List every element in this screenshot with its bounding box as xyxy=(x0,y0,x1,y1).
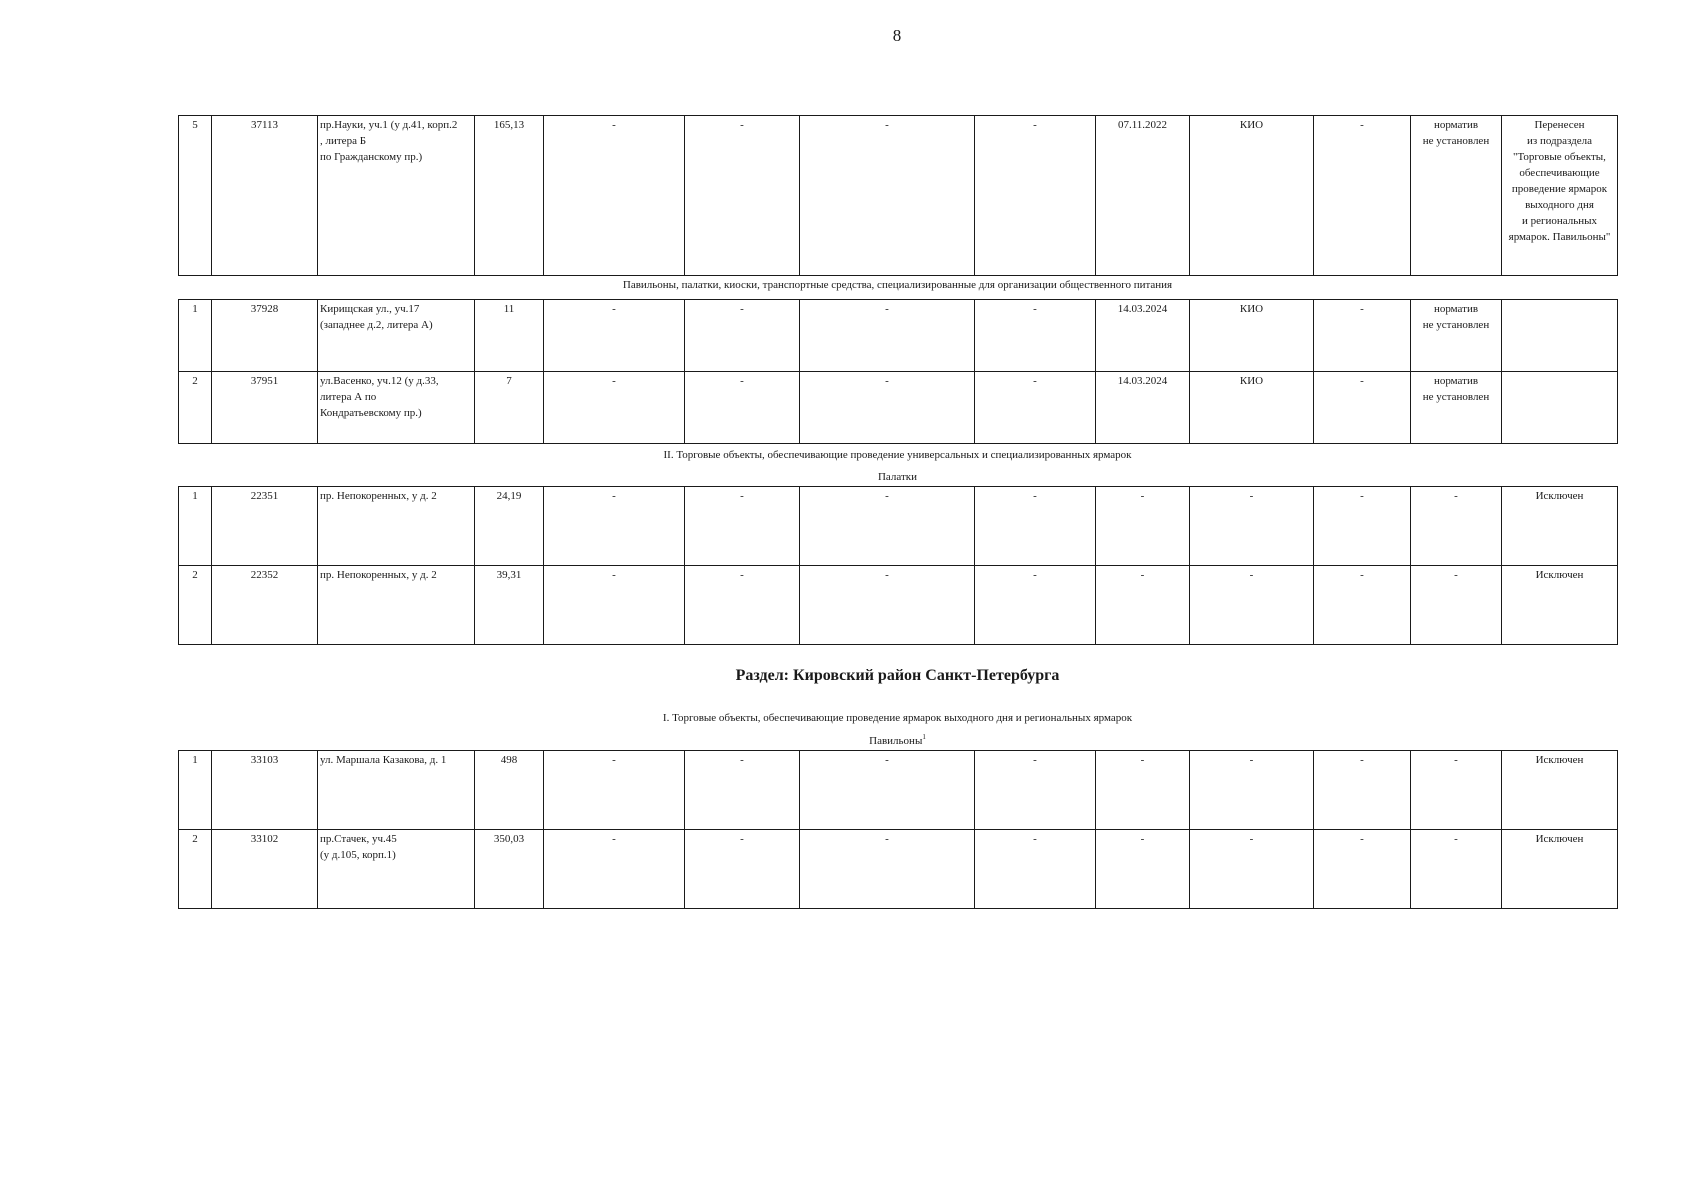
cell-id: 37928 xyxy=(212,300,318,372)
table-row xyxy=(179,300,1618,372)
cell-col5: - xyxy=(544,300,685,372)
cell-col8: - xyxy=(975,300,1096,372)
cell-area: 165,13 xyxy=(475,116,544,276)
pavilions-label: Павильоны xyxy=(869,735,923,747)
cell-note xyxy=(1502,372,1618,444)
cell-authority: КИО xyxy=(1190,372,1314,444)
cell-col5: - xyxy=(544,751,685,830)
cell-col5: - xyxy=(544,566,685,645)
cell-date: - xyxy=(1096,830,1190,909)
cell-col6: - xyxy=(685,751,800,830)
cell-col11: - xyxy=(1314,751,1411,830)
cell-authority: - xyxy=(1190,751,1314,830)
cell-col11: - xyxy=(1314,372,1411,444)
footnote-marker: 1 xyxy=(922,733,926,741)
table-row xyxy=(179,751,1618,830)
cell-col7: - xyxy=(800,372,975,444)
cell-authority: - xyxy=(1190,566,1314,645)
cell-col11: - xyxy=(1314,116,1411,276)
cell-index: 2 xyxy=(179,830,212,909)
cell-address: пр.Стачек, уч.45 (у д.105, корп.1) xyxy=(318,830,475,909)
cell-date: 07.11.2022 xyxy=(1096,116,1190,276)
cell-id: 22351 xyxy=(212,487,318,566)
cell-index: 1 xyxy=(179,751,212,830)
table-row xyxy=(179,566,1618,645)
cell-authority: КИО xyxy=(1190,300,1314,372)
cell-note: Исключен xyxy=(1502,566,1618,645)
cell-col6: - xyxy=(685,300,800,372)
cell-col6: - xyxy=(685,372,800,444)
cell-index: 5 xyxy=(179,116,212,276)
cell-col5: - xyxy=(544,372,685,444)
cell-index: 2 xyxy=(179,566,212,645)
cell-authority: КИО xyxy=(1190,116,1314,276)
cell-col6: - xyxy=(685,116,800,276)
cell-id: 33102 xyxy=(212,830,318,909)
cell-col7: - xyxy=(800,300,975,372)
cell-col7: - xyxy=(800,830,975,909)
cell-note: Исключен xyxy=(1502,751,1618,830)
cell-col7: - xyxy=(800,751,975,830)
cell-col6: - xyxy=(685,487,800,566)
table-row xyxy=(179,116,1618,276)
cell-col5: - xyxy=(544,487,685,566)
cell-note xyxy=(1502,300,1618,372)
cell-area: 498 xyxy=(475,751,544,830)
cell-standard: - xyxy=(1411,566,1502,645)
cell-area: 350,03 xyxy=(475,830,544,909)
cell-area: 7 xyxy=(475,372,544,444)
cell-area: 11 xyxy=(475,300,544,372)
cell-note: Исключен xyxy=(1502,830,1618,909)
cell-col8: - xyxy=(975,830,1096,909)
cell-date: - xyxy=(1096,566,1190,645)
cell-col8: - xyxy=(975,487,1096,566)
cell-col6: - xyxy=(685,566,800,645)
cell-standard: норматив не установлен xyxy=(1411,300,1502,372)
cell-note: Исключен xyxy=(1502,487,1618,566)
cell-col8: - xyxy=(975,751,1096,830)
cell-id: 22352 xyxy=(212,566,318,645)
cell-address: ул.Васенко, уч.12 (у д.33, литера А по Кондратьевскому пр.) xyxy=(318,372,475,444)
cell-area: 24,19 xyxy=(475,487,544,566)
cell-index: 1 xyxy=(179,300,212,372)
cell-date: - xyxy=(1096,487,1190,566)
cell-note: Перенесен из подраздела "Торговые объекты, обеспечивающие проведение ярмарок выходного дня и региональных ярмарок. Павильоны" xyxy=(1502,116,1618,276)
cell-col11: - xyxy=(1314,830,1411,909)
cell-id: 37113 xyxy=(212,116,318,276)
cell-index: 1 xyxy=(179,487,212,566)
table-row xyxy=(179,487,1618,566)
register-table-3 xyxy=(178,486,1618,645)
cell-col5: - xyxy=(544,116,685,276)
subsection-caption-catering: Павильоны, палатки, киоски, транспортные средства, специализированные для организации общественного питания xyxy=(622,279,1173,291)
cell-authority: - xyxy=(1190,830,1314,909)
cell-address: пр. Непокоренных, у д. 2 xyxy=(318,566,475,645)
cell-col7: - xyxy=(800,566,975,645)
subsection-caption-fairs: II. Торговые объекты, обеспечивающие проведение универсальных и специализированных ярмарок xyxy=(663,449,1132,461)
page-number: 8 xyxy=(892,26,902,45)
cell-col7: - xyxy=(800,487,975,566)
cell-col11: - xyxy=(1314,300,1411,372)
cell-standard: - xyxy=(1411,751,1502,830)
cell-col11: - xyxy=(1314,487,1411,566)
cell-col8: - xyxy=(975,372,1096,444)
table-row xyxy=(179,830,1618,909)
cell-col6: - xyxy=(685,830,800,909)
table-row xyxy=(179,372,1618,444)
cell-col8: - xyxy=(975,116,1096,276)
cell-index: 2 xyxy=(179,372,212,444)
cell-standard: - xyxy=(1411,487,1502,566)
cell-address: пр.Науки, уч.1 (у д.41, корп.2 , литера Б по Гражданскому пр.) xyxy=(318,116,475,276)
register-table-4 xyxy=(178,750,1618,909)
cell-authority: - xyxy=(1190,487,1314,566)
cell-area: 39,31 xyxy=(475,566,544,645)
cell-id: 33103 xyxy=(212,751,318,830)
cell-standard: норматив не установлен xyxy=(1411,372,1502,444)
cell-col5: - xyxy=(544,830,685,909)
register-table-1 xyxy=(178,115,1618,276)
cell-col8: - xyxy=(975,566,1096,645)
cell-id: 37951 xyxy=(212,372,318,444)
subsection-caption-weekend-fairs: I. Торговые объекты, обеспечивающие проведение ярмарок выходного дня и региональных ярмарок xyxy=(662,712,1133,724)
section-title: Раздел: Кировский район Санкт-Петербурга xyxy=(735,667,1060,684)
register-table-2 xyxy=(178,299,1618,444)
cell-col11: - xyxy=(1314,566,1411,645)
subsection-caption-pavilions xyxy=(178,734,1617,748)
cell-address: пр. Непокоренных, у д. 2 xyxy=(318,487,475,566)
cell-standard: норматив не установлен xyxy=(1411,116,1502,276)
cell-date: 14.03.2024 xyxy=(1096,300,1190,372)
cell-date: - xyxy=(1096,751,1190,830)
cell-address: Кирищская ул., уч.17 (западнее д.2, литера А) xyxy=(318,300,475,372)
cell-standard: - xyxy=(1411,830,1502,909)
cell-col7: - xyxy=(800,116,975,276)
subsection-caption-tents: Палатки xyxy=(877,471,918,483)
cell-date: 14.03.2024 xyxy=(1096,372,1190,444)
cell-address: ул. Маршала Казакова, д. 1 xyxy=(318,751,475,830)
